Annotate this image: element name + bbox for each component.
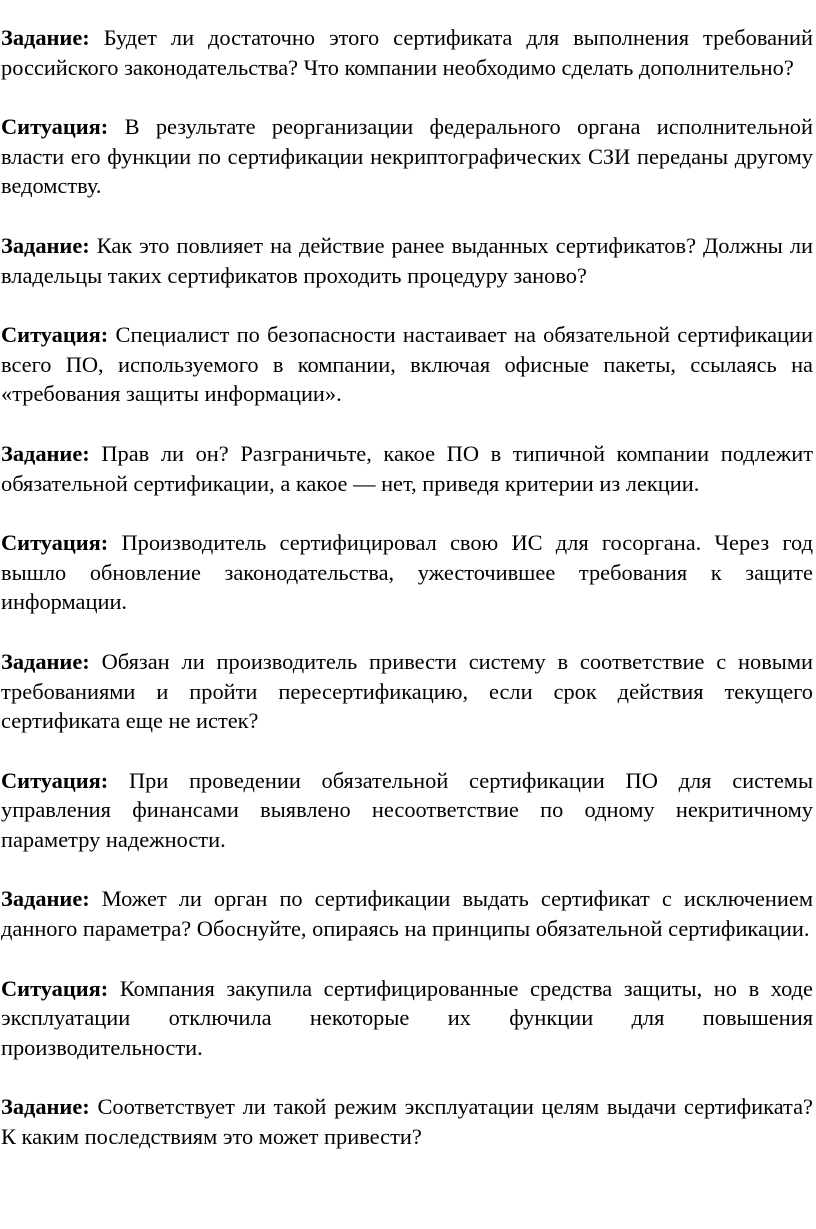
paragraph-text: Компания закупила сертифицированные средства защиты, но в ходе эксплуатации отключила некоторые их функции для повышения производительности. [1,975,813,1060]
paragraph-label: Ситуация: [1,322,109,348]
situation-paragraph [1,766,813,855]
task-paragraph [1,647,813,736]
situation-paragraph [1,112,813,201]
paragraph-text: В результате реорганизации федерального органа исполнительной власти его функции по сертификации некриптографических СЗИ переданы другому ведомству. [1,114,813,199]
paragraph-text: Может ли орган по сертификации выдать сертификат с исключением данного параметра? Обоснуйте, опираясь на принципы обязательной сертификации. [1,886,813,942]
document-page [0,23,816,1182]
situation-paragraph [1,320,813,409]
task-paragraph [1,884,813,943]
paragraph-label: Задание: [1,440,90,466]
situation-paragraph [1,974,813,1063]
paragraph-text: Обязан ли производитель привести систему в соответствие с новыми требованиями и пройти пересертификацию, если срок действия текущего сертификата еще не истек? [1,648,813,734]
paragraph-text: При проведении обязательной сертификации ПО для системы управления финансами выявлено несоответствие по одному некритичному параметру надежности. [1,767,813,852]
task-paragraph [1,1092,813,1151]
paragraph-text: Производитель сертифицировал свою ИС для госоргана. Через год вышло обновление законодательства, ужесточившее требования к защите информации. [1,530,813,615]
paragraph-label: Задание: [1,886,90,912]
paragraph-label: Задание: [1,648,90,674]
paragraph-label: Задание: [1,232,90,258]
paragraph-text: Специалист по безопасности настаивает на обязательной сертификации всего ПО, используемого в компании, включая офисные пакеты, ссылаясь на «требования защиты информации». [1,322,814,407]
task-paragraph [1,231,813,290]
paragraph-label: Ситуация: [1,767,109,793]
paragraph-text: Прав ли он? Разграничьте, какое ПО в типичной компании подлежит обязательной сертификации, а какое — нет, приведя критерии из лекции. [1,440,813,496]
paragraph-text: Как это повлияет на действие ранее выданных сертификатов? Должны ли владельцы таких сертификатов проходить процедуру заново? [1,232,813,288]
paragraph-text: Будет ли достаточно этого сертификата для выполнения требований российского законодательства? Что компании необходимо сделать дополнительно? [1,25,813,80]
task-paragraph [1,439,813,498]
situation-paragraph [1,528,813,617]
paragraph-label: Задание: [1,25,90,50]
paragraph-label: Ситуация: [1,975,109,1001]
task-paragraph [1,23,813,82]
paragraph-label: Ситуация: [1,114,109,140]
paragraph-label: Задание: [1,1094,90,1120]
paragraph-label: Ситуация: [1,530,109,556]
paragraph-text: Соответствует ли такой режим эксплуатации целям выдачи сертификата? К каким последствиям это может привести? [1,1094,813,1150]
